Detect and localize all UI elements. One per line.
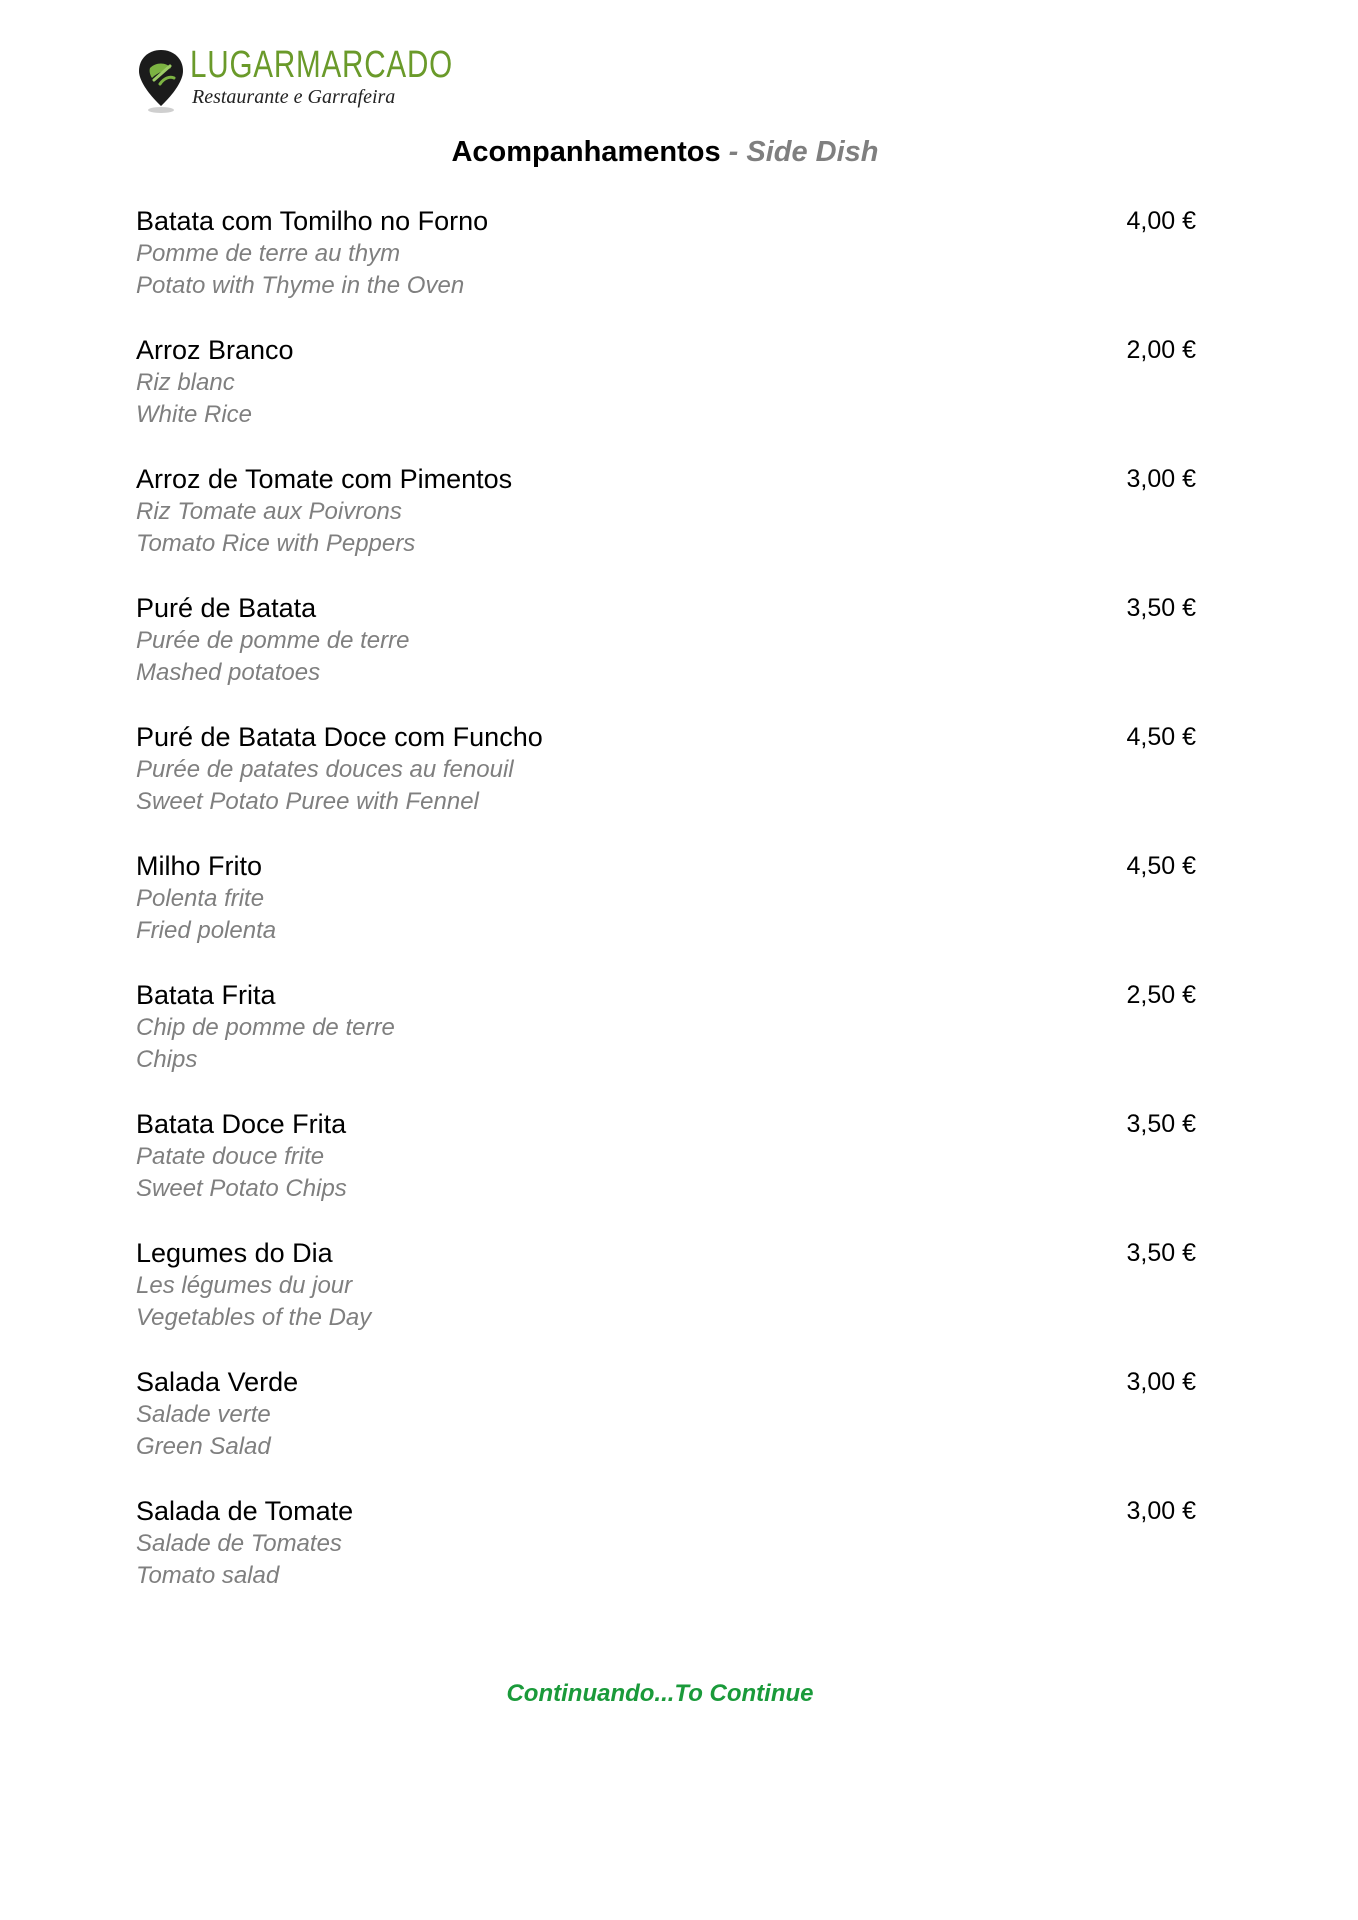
menu-item-price: 3,00 € <box>1126 1497 1196 1525</box>
menu-item-price: 4,50 € <box>1126 852 1196 880</box>
menu-item-price: 3,00 € <box>1126 465 1196 493</box>
menu-item-description-fr: Salade de Tomates <box>136 1530 342 1557</box>
menu-item <box>136 1494 1196 1623</box>
menu-item-description-en: Tomato Rice with Peppers <box>136 530 416 557</box>
menu-item-name: Arroz Branco <box>136 335 294 365</box>
menu-item-description-en: Fried polenta <box>136 917 277 944</box>
menu-item-price: 2,50 € <box>1126 981 1196 1009</box>
menu-item-name: Legumes do Dia <box>136 1238 333 1268</box>
menu-item-description-en: Tomato salad <box>136 1562 280 1589</box>
logo-name: LUGARMARCADO <box>190 44 453 86</box>
menu-item-description-en: Chips <box>136 1046 198 1073</box>
section-title <box>0 136 1330 169</box>
location-pin-icon <box>136 48 186 114</box>
continue-note: Continuando...To Continue <box>506 1680 814 1707</box>
menu-item-description-fr: Purée de pomme de terre <box>136 627 410 654</box>
menu-item-description-en: Green Salad <box>136 1433 271 1460</box>
menu-item <box>136 720 1196 849</box>
menu-item <box>136 1365 1196 1494</box>
section-title-en: Side Dish <box>746 136 879 168</box>
menu-item-name: Puré de Batata Doce com Funcho <box>136 722 543 752</box>
menu-item-description-fr: Patate douce frite <box>136 1143 325 1170</box>
menu-item-name: Salada de Tomate <box>136 1496 354 1526</box>
menu-item-name: Salada Verde <box>136 1367 299 1397</box>
section-title-pt: Acompanhamentos <box>451 136 721 168</box>
menu-item <box>136 204 1196 333</box>
menu-item-name: Puré de Batata <box>136 593 317 623</box>
menu-item <box>136 1236 1196 1365</box>
menu-item-description-fr: Pomme de terre au thym <box>136 240 401 267</box>
menu-item-description-en: Potato with Thyme in the Oven <box>136 272 465 299</box>
restaurant-logo <box>136 44 453 116</box>
menu-item-description-fr: Salade verte <box>136 1401 271 1428</box>
menu-item-description-en: Sweet Potato Chips <box>136 1175 347 1202</box>
menu-item <box>136 591 1196 720</box>
menu-item-name: Batata com Tomilho no Forno <box>136 206 489 236</box>
menu-item-price: 4,50 € <box>1126 723 1196 751</box>
section-title-separator: - <box>720 136 747 168</box>
logo-tagline: Restaurante e Garrafeira <box>192 86 396 108</box>
menu-item-price: 3,00 € <box>1126 1368 1196 1396</box>
menu-item <box>136 1107 1196 1236</box>
menu-item-description-fr: Purée de patates douces au fenouil <box>136 756 514 783</box>
menu-item-description-en: Vegetables of the Day <box>136 1304 372 1331</box>
menu-item-description-fr: Polenta frite <box>136 885 265 912</box>
menu-item-description-en: Mashed potatoes <box>136 659 321 686</box>
menu-item-price: 3,50 € <box>1126 594 1196 622</box>
menu-item-description-fr: Riz blanc <box>136 369 235 396</box>
menu-item-name: Milho Frito <box>136 851 263 881</box>
menu-item-description-en: Sweet Potato Puree with Fennel <box>136 788 479 815</box>
menu-item-description-fr: Les légumes du jour <box>136 1272 353 1299</box>
menu-item-price: 3,50 € <box>1126 1110 1196 1138</box>
menu-item-name: Arroz de Tomate com Pimentos <box>136 464 513 494</box>
menu-item-name: Batata Doce Frita <box>136 1109 347 1139</box>
menu-item-name: Batata Frita <box>136 980 276 1010</box>
menu-item-list <box>136 204 1196 1623</box>
menu-item-description-fr: Riz Tomate aux Poivrons <box>136 498 402 525</box>
menu-item-price: 4,00 € <box>1126 207 1196 235</box>
menu-item <box>136 462 1196 591</box>
menu-item <box>136 849 1196 978</box>
menu-item-description-en: White Rice <box>136 401 253 428</box>
menu-item-price: 3,50 € <box>1126 1239 1196 1267</box>
menu-item <box>136 978 1196 1107</box>
menu-item-description-fr: Chip de pomme de terre <box>136 1014 395 1041</box>
menu-item-price: 2,00 € <box>1126 336 1196 364</box>
menu-item <box>136 333 1196 462</box>
